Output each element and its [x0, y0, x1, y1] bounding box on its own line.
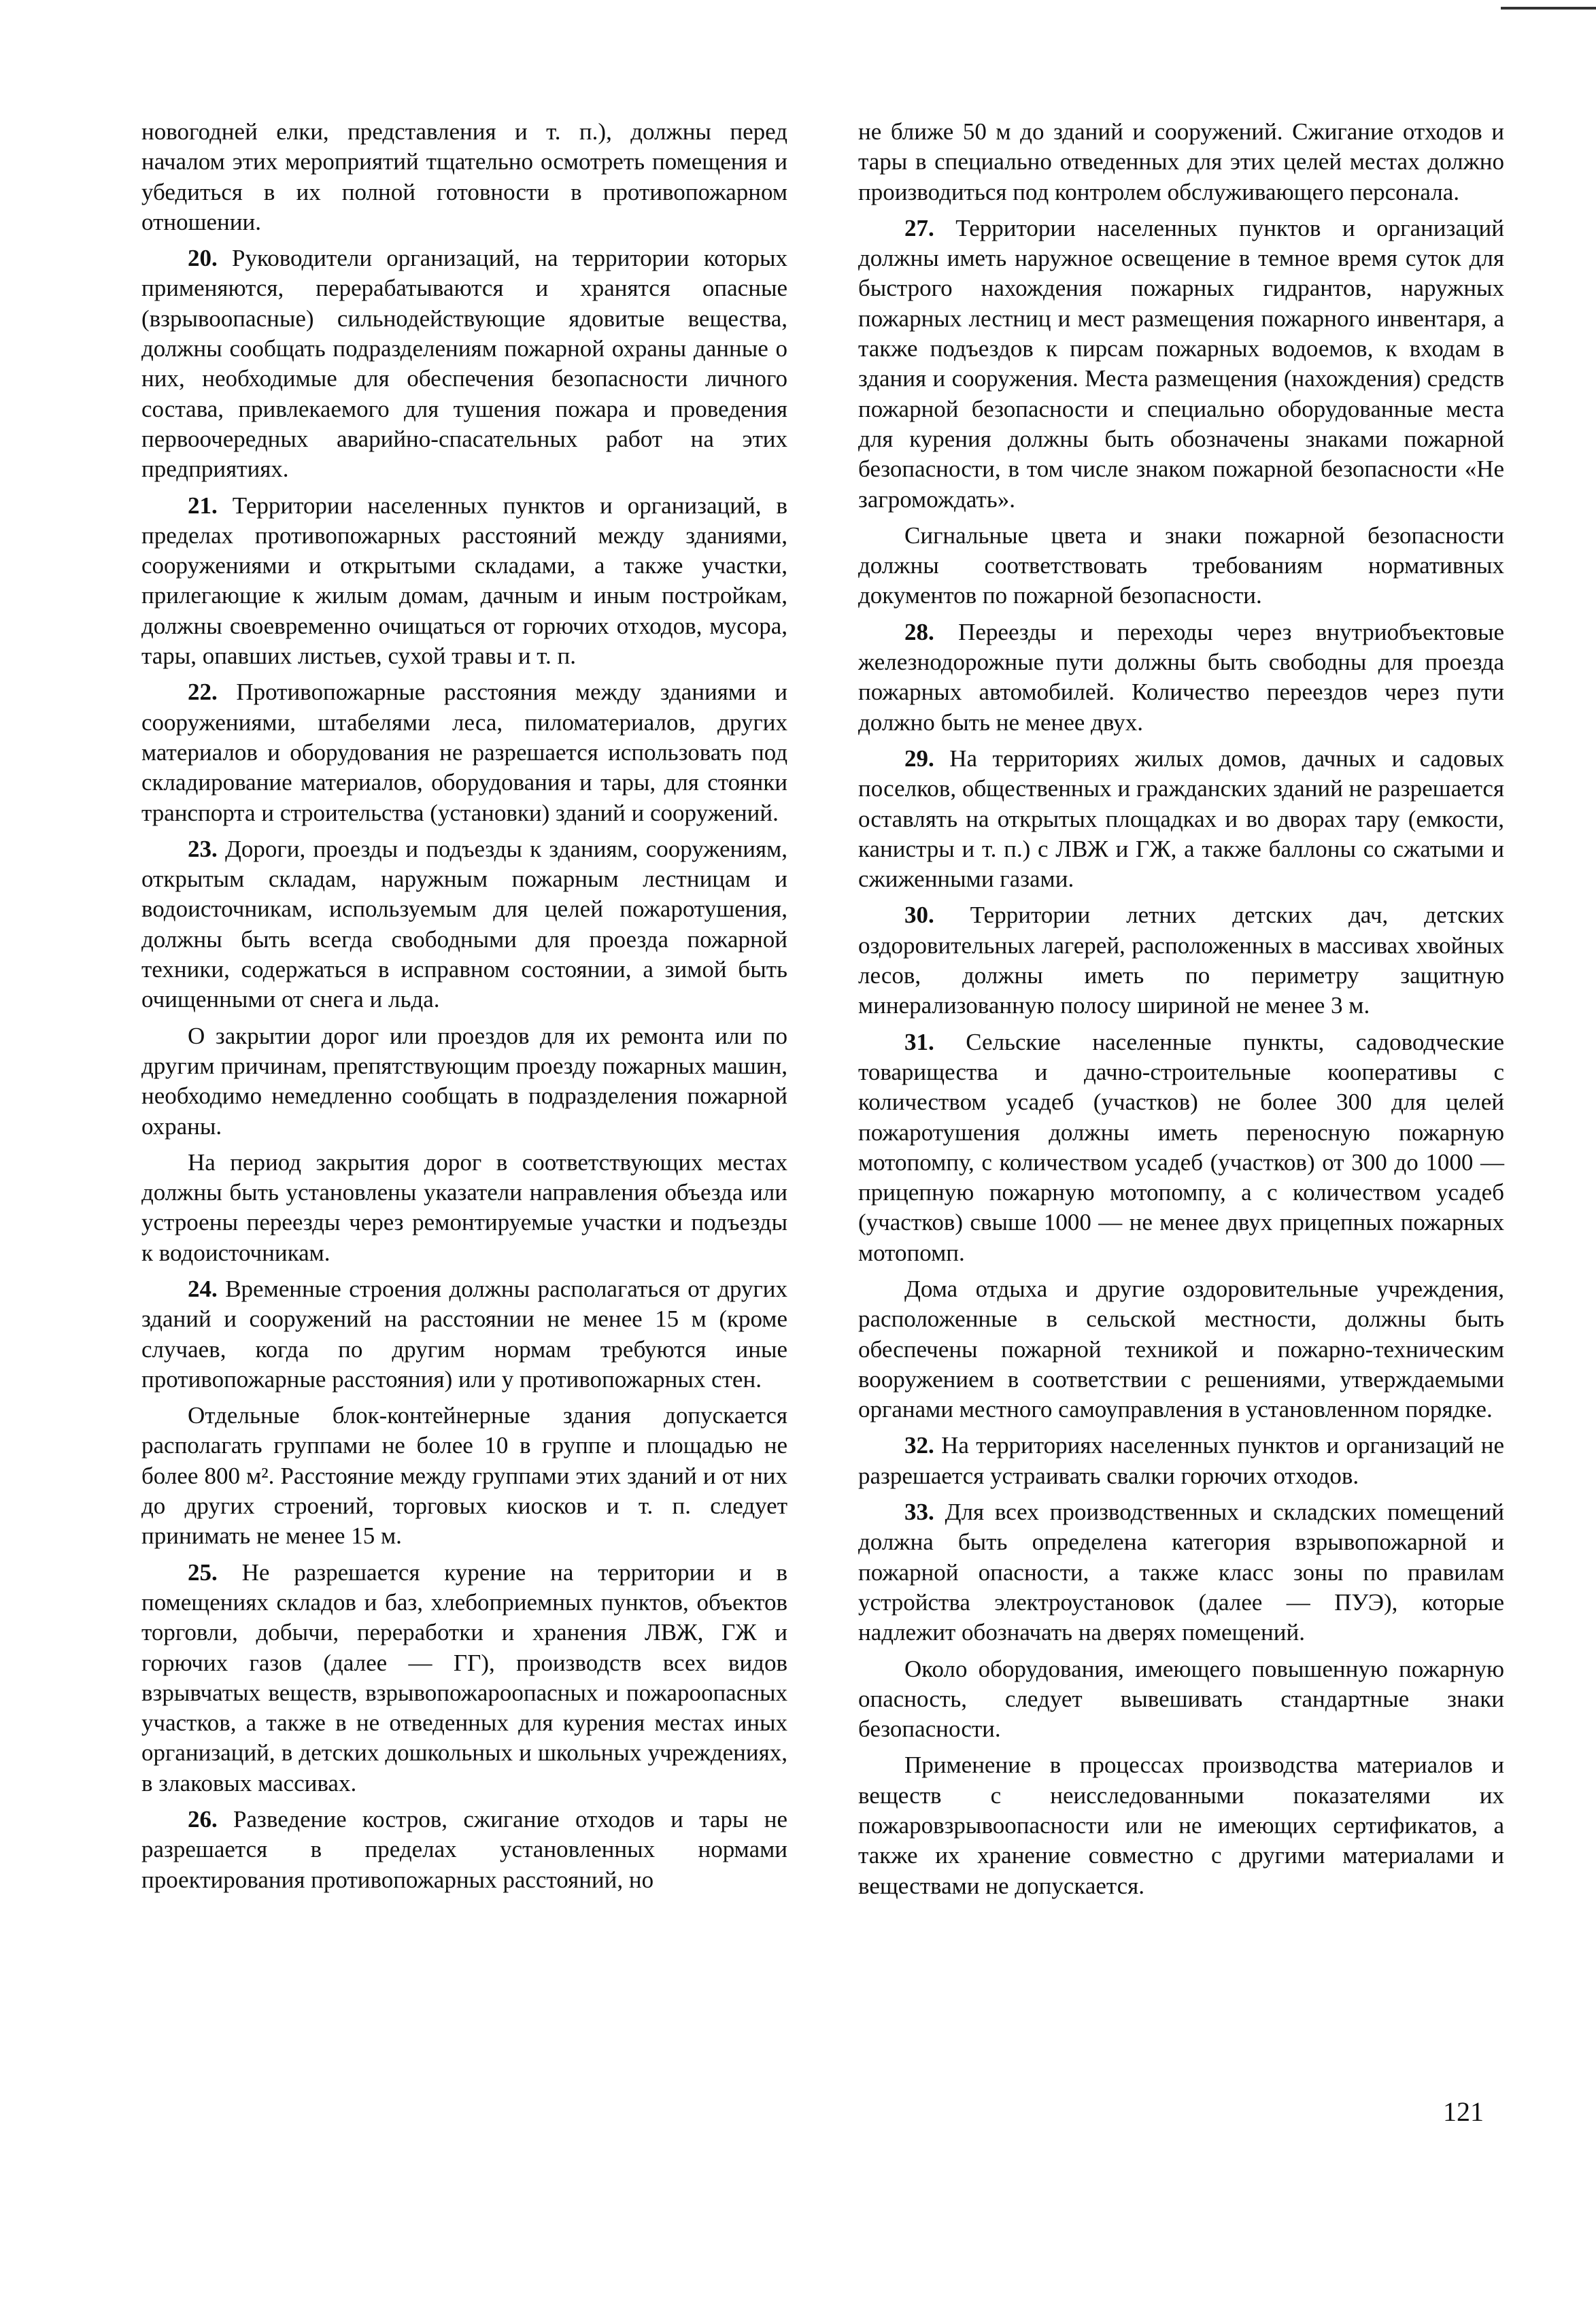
paragraph: Около оборудования, имеющего повышенную пожарную опасность, следует вывешивать стандартные знаки безопасности.	[858, 1655, 1504, 1743]
paragraph: Сигнальные цвета и знаки пожарной безопасности должны соответствовать требованиям нормативных документов по пожарной безопасности.	[858, 522, 1504, 609]
paragraph-33: 33. Для всех производственных и складских помещений должна быть определена категория взрывопожарной и пожарной опасности, а также класс зоны по правилам устройства электроустановок (далее — ПУЭ), которые надлежит обозначать на дверях помещений.	[858, 1499, 1504, 1646]
left-column	[141, 117, 787, 1895]
right-column	[858, 117, 1504, 1901]
item-number: 29.	[904, 745, 934, 772]
page-corner-rule	[1501, 0, 1596, 10]
paragraph-27: 27. Территории населенных пунктов и организаций должны иметь наружное освещение в темное время суток для быстрого нахождения пожарных гидрантов, наружных пожарных лестниц и мест размещения пожарного инвентаря, а также подъездов к пирсам пожарных водоемов, к входам в здания и сооружения. Места размещения (нахождения) средств пожарной безопасности и специально оборудованные места для курения должны быть обозначены знаками пожарной безопасности, в том числе знаком пожарной безопасности «Не загромождать».	[858, 214, 1504, 513]
paragraph: О закрытии дорог или проездов для их ремонта или по другим причинам, препятствующим проезду пожарных машин, необходимо немедленно сообщать в подразделения пожарной охраны.	[141, 1022, 787, 1140]
item-number: 31.	[904, 1028, 934, 1055]
paragraph: Отдельные блок-контейнерные здания допускается располагать группами не более 10 в группе и площадью не более 800 м². Расстояние между группами этих зданий и от них до других строений, торговых киосков и т. п. следует принимать не менее 15 м.	[141, 1402, 787, 1550]
item-number: 23.	[188, 835, 218, 862]
item-number: 26.	[188, 1806, 218, 1833]
item-number: 24.	[188, 1275, 218, 1302]
paragraph: не ближе 50 м до зданий и сооружений. Сжигание отходов и тары в специально отведенных для этих целей местах должно производиться под контролем обслуживающего персонала.	[858, 118, 1504, 205]
paragraph: Применение в процессах производства материалов и веществ с неисследованными показателями их пожаровзрывоопасности или не имеющих сертификатов, а также их хранение совместно с другими материалами и веществами не допускается.	[858, 1752, 1504, 1899]
item-number: 21.	[188, 492, 218, 519]
paragraph-28: 28. Переезды и переходы через внутриобъектовые железнодорожные пути должны быть свободны для проезда пожарных автомобилей. Количество переездов через пути должно быть не менее двух.	[858, 618, 1504, 736]
paragraph-24: 24. Временные строения должны располагаться от других зданий и сооружений на расстоянии не менее 15 м (кроме случаев, когда по другим нормам требуются иные противопожарные расстояния) или у противопожарных стен.	[141, 1275, 787, 1393]
item-number: 27.	[904, 214, 934, 241]
paragraph-22: 22. Противопожарные расстояния между зданиями и сооружениями, штабелями леса, пиломатериалов, других материалов и оборудования не разрешается использовать под складирование материалов, оборудования и тары, для стоянки транспорта и строительства (установки) зданий и сооружений.	[141, 679, 787, 826]
item-number: 32.	[904, 1432, 934, 1459]
paragraph: На период закрытия дорог в соответствующих местах должны быть установлены указатели направления объезда или устроены переезды через ремонтируемые участки и подъезды к водоисточникам.	[141, 1148, 787, 1266]
paragraph-20: 20. Руководители организаций, на территории которых применяются, перерабатываются и хранятся опасные (взрывоопасные) сильнодействующие ядовитые вещества, должны сообщать подразделениям пожарной охраны данные о них, необходимые для обеспечения безопасности личного состава, привлекаемого для тушения пожара и проведения первоочередных аварийно-спасательных работ на этих предприятиях.	[141, 245, 787, 483]
item-number: 33.	[904, 1499, 934, 1526]
paragraph-26: 26. Разведение костров, сжигание отходов и тары не разрешается в пределах установленных нормами проектирования противопожарных расстояний, но	[141, 1806, 787, 1893]
item-number: 20.	[188, 245, 218, 272]
item-number: 30.	[904, 902, 934, 929]
paragraph-31: 31. Сельские населенные пункты, садоводческие товарищества и дачно-строительные кооперативы с количеством усадеб (участков) не более 300 для целей пожаротушения должны иметь переносную пожарную мотопомпу, с количеством усадеб (участков) от 300 до 1000 — прицепную пожарную мотопомпу, а с количеством усадеб (участков) свыше 1000 — не менее двух прицепных пожарных мотопомп.	[858, 1028, 1504, 1266]
page-number: 121	[1443, 2096, 1484, 2127]
paragraph: Дома отдыха и другие оздоровительные учреждения, расположенные в сельской местности, должны быть обеспечены пожарной техникой и пожарно-техническим вооружением в соответствии с решениями, утверждаемыми органами местного самоуправления в установленном порядке.	[858, 1275, 1504, 1423]
item-number: 22.	[188, 679, 218, 706]
item-number: 28.	[904, 618, 934, 645]
paragraph-29: 29. На территориях жилых домов, дачных и садовых поселков, общественных и гражданских зданий не разрешается оставлять на открытых площадках и во дворах тару (емкости, канистры и т. п.) с ЛВЖ и ГЖ, а также баллоны со сжатыми и сжиженными газами.	[858, 745, 1504, 893]
paragraph-32: 32. На территориях населенных пунктов и организаций не разрешается устраивать свалки горючих отходов.	[858, 1432, 1504, 1489]
paragraph: новогодней елки, представления и т. п.), должны перед началом этих мероприятий тщательно осмотреть помещения и убедиться в их полной готовности в противопожарном отношении.	[141, 118, 787, 235]
paragraph-25: 25. Не разрешается курение на территории и в помещениях складов и баз, хлебоприемных пунктов, объектов торговли, добычи, переработки и хранения ЛВЖ, ГЖ и горючих газов (далее — ГГ), производств всех видов взрывчатых веществ, взрывопожароопасных и пожароопасных участков, а также в не отведенных для курения местах иных организаций, в детских дошкольных и школьных учреждениях, в злаковых массивах.	[141, 1558, 787, 1796]
paragraph-30: 30. Территории летних детских дач, детских оздоровительных лагерей, расположенных в массивах хвойных лесов, должны иметь по периметру защитную минерализованную полосу шириной не менее 3 м.	[858, 902, 1504, 1019]
paragraph-23: 23. Дороги, проезды и подъезды к зданиям, сооружениям, открытым складам, наружным пожарным лестницам и водоисточникам, используемым для целей пожаротушения, должны быть всегда свободными для проезда пожарной техники, содержаться в исправном состоянии, а зимой быть очищенными от снега и льда.	[141, 835, 787, 1013]
paragraph-21: 21. Территории населенных пунктов и организаций, в пределах противопожарных расстояний между зданиями, сооружениями и открытыми складами, а также участки, прилегающие к жилым домам, дачным и иным постройкам, должны своевременно очищаться от горючих отходов, мусора, тары, опавших листьев, сухой травы и т. п.	[141, 492, 787, 670]
item-number: 25.	[188, 1558, 218, 1586]
